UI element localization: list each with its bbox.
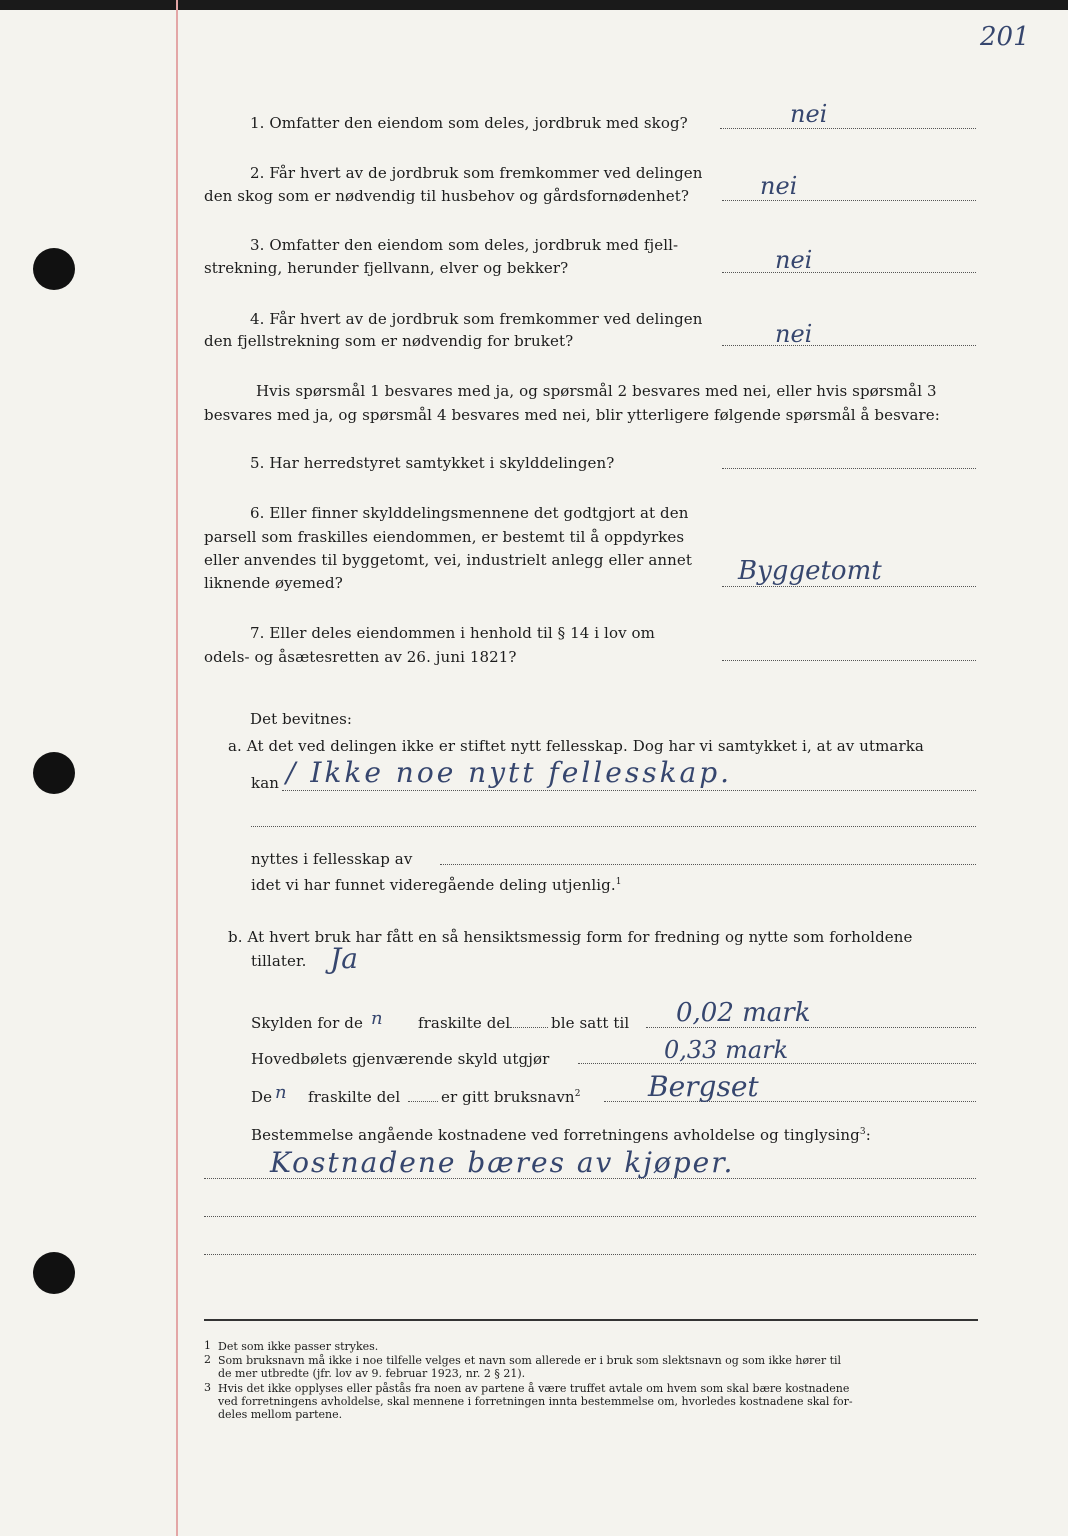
skyld-label-a: Skylden for de xyxy=(251,1014,363,1032)
answer-line xyxy=(722,586,976,587)
footnote-1-number: 1 xyxy=(204,1339,211,1352)
footnote-3-line1: Hvis det ikke opplyses eller påstås fra noen av partene å være truffet avtale om hvem som skal bære kostnadene xyxy=(218,1382,850,1395)
bruksnavn-label-c xyxy=(441,1086,581,1108)
attest-a-nyttes-label: nyttes i fellesskap av xyxy=(251,850,413,868)
punch-hole xyxy=(33,752,75,794)
skyld-value: 0,02 mark xyxy=(676,998,811,1028)
footnote-ref-1: 1 xyxy=(615,877,622,887)
attest-a-line1: a. At det ved delingen ikke er stiftet nytt fellesskap. Dog har vi samtykket i, at av utmarka xyxy=(228,737,924,755)
footnote-3-line3: deles mellom partene. xyxy=(218,1408,343,1421)
question-1: 1. Omfatter den eiendom som deles, jordbruk med skog? xyxy=(250,114,688,132)
question-6-line4: liknende øyemed? xyxy=(204,574,343,592)
hovedbol-value: 0,33 mark xyxy=(664,1036,789,1064)
question-7-line1: 7. Eller deles eiendommen i henhold til § 14 i lov om xyxy=(250,624,655,642)
question-4-line1: 4. Får hvert av de jordbruk som fremkommer ved delingen xyxy=(250,310,703,328)
attest-a-kan-label: kan xyxy=(251,774,279,792)
answer-line xyxy=(510,1027,548,1028)
bestemmelse-colon: : xyxy=(865,1126,871,1144)
skyld-suffix: n xyxy=(371,1008,383,1029)
attest-b-answer: Ja xyxy=(330,942,358,975)
answer-line xyxy=(722,660,976,661)
bruksnavn-label-a: De xyxy=(251,1088,273,1106)
footnote-2-line2: de mer utbredte (jfr. lov av 9. februar 1923, nr. 2 § 21). xyxy=(218,1367,526,1380)
scan-top-edge xyxy=(0,0,1068,10)
answer-q1: nei xyxy=(790,100,828,128)
question-6-line2: parsell som fraskilles eiendommen, er bestemt til å oppdyrkes xyxy=(204,528,685,546)
bruksnavn-label-c-text: er gitt bruksnavn xyxy=(441,1088,575,1106)
answer-line xyxy=(408,1101,438,1102)
bestemmelse-label-text: Bestemmelse angående kostnadene ved forretningens avholdelse og tinglysing xyxy=(251,1126,860,1144)
answer-line xyxy=(204,1178,976,1179)
footnote-2-line1: Som bruksnavn må ikke i noe tilfelle velges et navn som allerede er i bruk som slektsnavn og som ikke hører til xyxy=(218,1354,842,1367)
question-3-line1: 3. Omfatter den eiendom som deles, jordbruk med fjell- xyxy=(250,236,679,254)
footnote-3-line2: ved forretningens avholdelse, skal mennene i forretningen innta bestemmelse om, hvorledes kostnadene skal for- xyxy=(218,1395,853,1408)
bruksnavn-value: Bergset xyxy=(648,1070,759,1103)
answer-line xyxy=(720,128,976,129)
answer-line xyxy=(722,200,976,201)
bestemmelse-value: Kostnadene bæres av kjøper. xyxy=(270,1146,735,1179)
bestemmelse-label xyxy=(251,1124,871,1146)
question-7-line2: odels- og åsætesretten av 26. juni 1821? xyxy=(204,648,517,666)
answer-q6: Byggetomt xyxy=(738,556,882,586)
answer-line xyxy=(722,272,976,273)
answer-line xyxy=(722,345,976,346)
bruksnavn-label-b: fraskilte del xyxy=(308,1088,401,1106)
answer-line xyxy=(204,1216,976,1217)
conditional-line2: besvares med ja, og spørsmål 4 besvares med nei, blir ytterligere følgende spørsmål å besvare: xyxy=(204,406,940,424)
answer-line xyxy=(282,790,976,791)
hovedbol-label: Hovedbølets gjenværende skyld utgjør xyxy=(251,1050,550,1068)
answer-line xyxy=(722,468,976,469)
answer-q2: nei xyxy=(760,172,798,200)
attest-a-idet xyxy=(251,874,622,896)
footnote-divider xyxy=(204,1319,978,1321)
question-2-line2: den skog som er nødvendig til husbehov og gårdsfornødenhet? xyxy=(204,187,690,205)
question-5: 5. Har herredstyret samtykket i skylddelingen? xyxy=(250,454,615,472)
red-margin-line xyxy=(176,0,178,1536)
question-3-line2: strekning, herunder fjellvann, elver og bekker? xyxy=(204,259,569,277)
skyld-label-c: ble satt til xyxy=(551,1014,630,1032)
punch-hole xyxy=(33,248,75,290)
attest-a-idet-text: idet vi har funnet videregående deling utjenlig. xyxy=(251,876,616,894)
attest-b-line1: b. At hvert bruk har fått en så hensiktsmessig form for fredning og nytte som forholdene xyxy=(228,928,913,946)
footnote-ref-2: 2 xyxy=(574,1089,581,1099)
question-6-line3: eller anvendes til byggetomt, vei, industrielt anlegg eller annet xyxy=(204,551,693,569)
footnote-2-number: 2 xyxy=(204,1353,211,1366)
page-number: 201 xyxy=(980,22,1030,52)
attest-b-line2: tillater. xyxy=(251,952,307,970)
question-4-line2: den fjellstrekning som er nødvendig for bruket? xyxy=(204,332,574,350)
answer-q4: nei xyxy=(775,320,813,348)
answer-q3: nei xyxy=(775,246,813,274)
answer-line xyxy=(440,864,976,865)
skyld-label-b: fraskilte del xyxy=(418,1014,511,1032)
answer-line xyxy=(204,1254,976,1255)
answer-line xyxy=(251,826,976,827)
question-6-line1: 6. Eller finner skylddelingsmennene det godtgjort at den xyxy=(250,504,689,522)
attest-a-kan-answer: / Ikke noe nytt fellesskap. xyxy=(286,756,733,789)
footnote-ref-3: 3 xyxy=(859,1127,866,1137)
footnote-1: Det som ikke passer strykes. xyxy=(218,1340,379,1353)
conditional-line1: Hvis spørsmål 1 besvares med ja, og spørsmål 2 besvares med nei, eller hvis spørsmål 3 xyxy=(256,382,937,400)
attest-heading: Det bevitnes: xyxy=(250,710,353,728)
punch-hole xyxy=(33,1252,75,1294)
question-2-line1: 2. Får hvert av de jordbruk som fremkommer ved delingen xyxy=(250,164,703,182)
footnote-3-number: 3 xyxy=(204,1381,211,1394)
bruksnavn-suffix: n xyxy=(275,1082,287,1103)
